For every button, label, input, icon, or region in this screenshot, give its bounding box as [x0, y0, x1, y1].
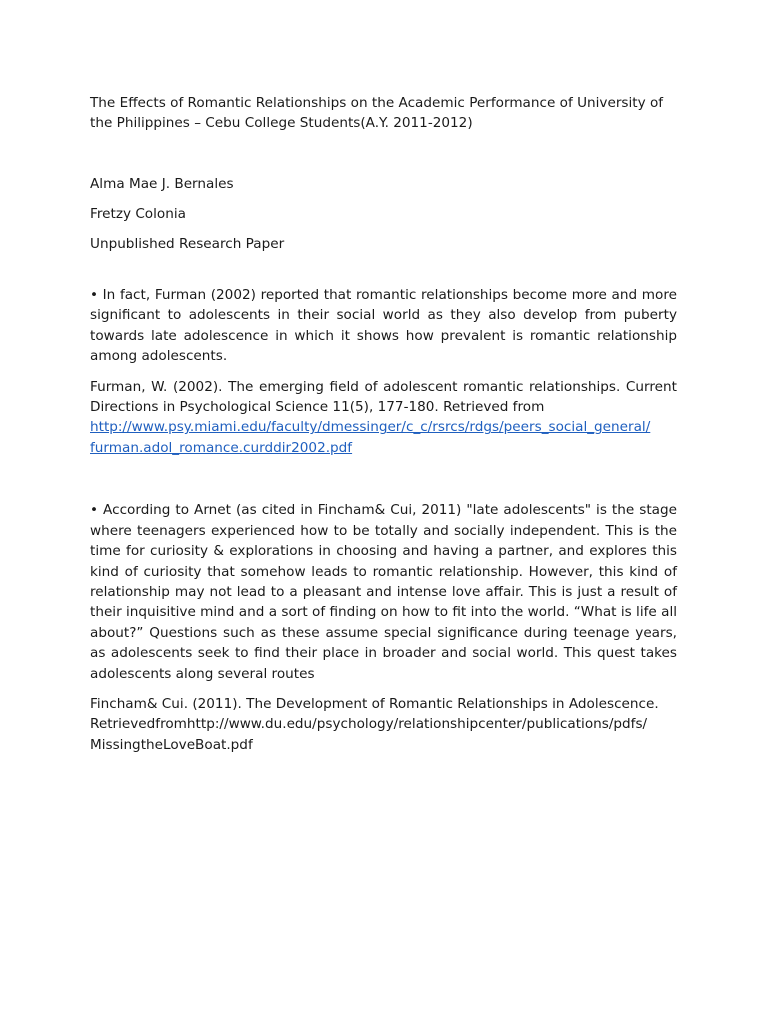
bullet-paragraph: • According to Arnet (as cited in Fincham& Cui, 2011) "late adolescents" is the stage where teenagers experienced how to be totally and socially independent. This is the time for curiosity & explorations in choosing and having a partner, and explores this kind of curiosity that somehow leads to romantic relationship. However, this kind of relationship may not lead to a pleasant and intense love affair. This is just a result of their inquisitive mind and a sort of finding on how to fit into the world. “What is life all about?” Questions such as these assume special significance during teenage years, as adolescents seek to find their place in broader and social world. This quest takes adolescents along several routes	[90, 502, 677, 682]
section-arnet	[90, 500, 677, 755]
bullet-paragraph: • In fact, Furman (2002) reported that romantic relationships become more and more significant to adolescents in their social world as they also develop from puberty towards late adolescence in which it shows how prevalent is romantic relationship among adolescents.	[90, 287, 677, 365]
section-furman	[90, 285, 677, 458]
document-page	[90, 93, 677, 755]
reference-link-continued[interactable]: furman.adol_romance.curddir2002.pdf	[90, 439, 353, 456]
author-name: Fretzy Colonia	[90, 205, 186, 222]
document-title: The Effects of Romantic Relationships on the Academic Performance of University of the Philippines – Cebu College Students(A.Y. 2011-2012)	[90, 95, 664, 132]
publication-type: Unpublished Research Paper	[90, 235, 285, 252]
reference-entry	[90, 377, 677, 459]
reference-retrieval-line: Retrievedfromhttp://www.du.edu/psychology/relationshipcenter/publications/pdfs/	[90, 716, 648, 733]
reference-text: Fincham& Cui. (2011). The Development of Romantic Relationships in Adolescence.	[90, 695, 659, 712]
reference-filename: MissingtheLoveBoat.pdf	[90, 736, 253, 753]
author-block	[90, 174, 677, 254]
section-spacer	[90, 458, 677, 490]
reference-entry	[90, 694, 677, 755]
author-name: Alma Mae J. Bernales	[90, 175, 234, 192]
reference-text: Furman, W. (2002). The emerging field of adolescent romantic relationships. Current Directions in Psychological Science 11(5), 177-180. Retrieved from	[90, 378, 677, 416]
reference-link[interactable]: http://www.psy.miami.edu/faculty/dmessinger/c_c/rsrcs/rdgs/peers_social_general/	[90, 419, 651, 436]
